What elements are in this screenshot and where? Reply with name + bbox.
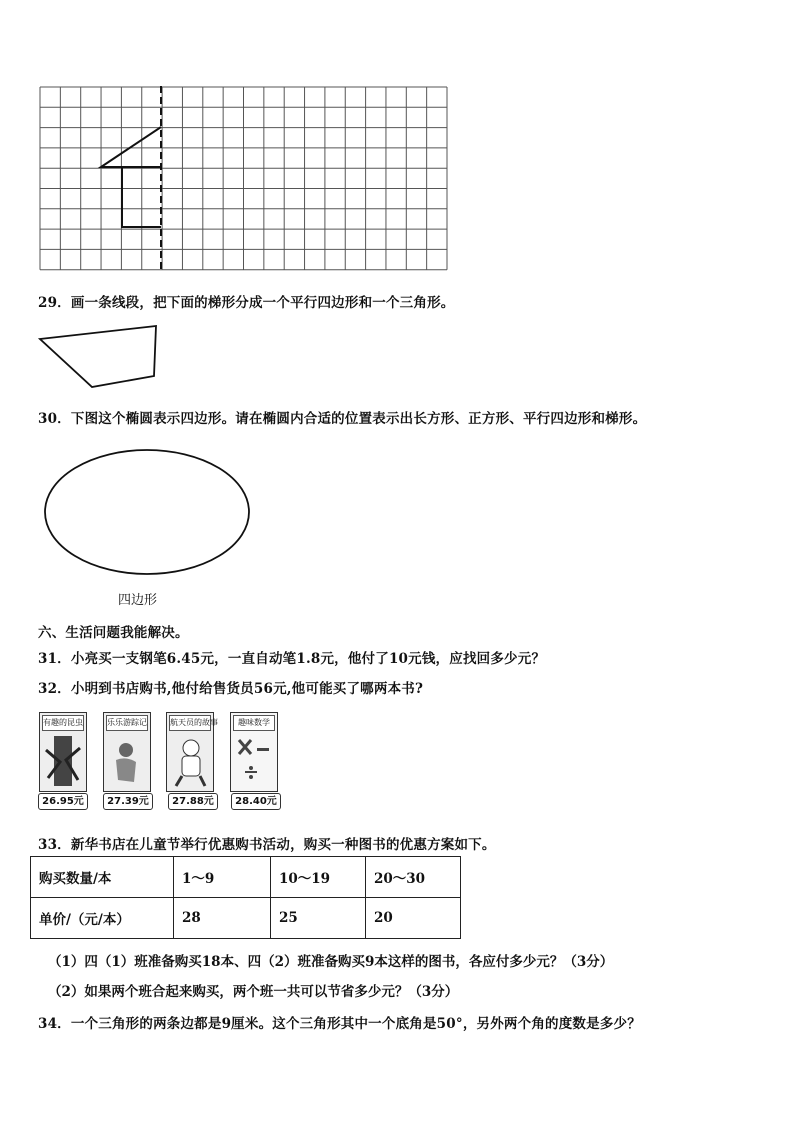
book-cover-math: 趣味数学 xyxy=(230,712,278,792)
question-29: 29．画一条线段，把下面的梯形分成一个平行四边形和一个三角形。 xyxy=(38,295,455,311)
book-cover-astronaut: 航天员的故事 xyxy=(166,712,214,792)
ellipse-label: 四边形 xyxy=(118,593,158,608)
table-cell: 购买数量/本 xyxy=(31,857,174,898)
table-cell: 10～19 xyxy=(271,857,366,898)
table-row xyxy=(31,898,461,939)
math-symbols-icon xyxy=(231,730,277,790)
question-34: 34．一个三角形的两条边都是9厘米。这个三角形其中一个底角是50°，另外两个角的度数是多少？ xyxy=(38,1016,641,1032)
section-6-heading: 六、生活问题我能解决。 xyxy=(38,625,189,641)
question-33: 33．新华书店在儿童节举行优惠购书活动，购买一种图书的优惠方案如下。 xyxy=(38,837,496,853)
question-32: 32．小明到书店购书,他付给售货员56元,他可能买了哪两本书? xyxy=(38,681,424,697)
question-33-part-2: （2）如果两个班合起来购买，两个班一共可以节省多少元？（3分） xyxy=(48,984,459,1000)
astronaut-icon xyxy=(167,730,213,790)
table-cell: 1～9 xyxy=(174,857,271,898)
table-cell: 单价/（元/本） xyxy=(31,898,174,939)
table-cell: 20～30 xyxy=(366,857,461,898)
insect-icon xyxy=(40,730,86,790)
grid-figure xyxy=(38,86,450,272)
table-row xyxy=(31,857,461,898)
quadrilateral-ellipse xyxy=(42,448,254,580)
table-cell: 28 xyxy=(174,898,271,939)
book-price-tag: 27.88元 xyxy=(168,793,218,810)
child-figure-icon xyxy=(104,730,150,790)
table-cell: 25 xyxy=(271,898,366,939)
half-shape xyxy=(101,127,161,167)
book-cover-travel: 乐乐游踪记 xyxy=(103,712,151,792)
book-price-tag: 27.39元 xyxy=(103,793,153,810)
question-33-part-1: （1）四（1）班准备购买18本、四（2）班准备购买9本这样的图书，各应付多少元？（3分） xyxy=(48,954,614,970)
book-price-tag: 26.95元 xyxy=(38,793,88,810)
discount-table xyxy=(30,856,461,939)
question-31: 31．小亮买一支钢笔6.45元，一直自动笔1.8元，他付了10元钱，应找回多少元？ xyxy=(38,651,546,667)
question-30: 30．下图这个椭圆表示四边形。请在椭圆内合适的位置表示出长方形、正方形、平行四边形和梯形。 xyxy=(38,411,647,427)
book-cover-insects: 有趣的昆虫 xyxy=(39,712,87,792)
trapezoid-figure xyxy=(36,322,162,390)
table-cell: 20 xyxy=(366,898,461,939)
book-price-tag: 28.40元 xyxy=(231,793,281,810)
